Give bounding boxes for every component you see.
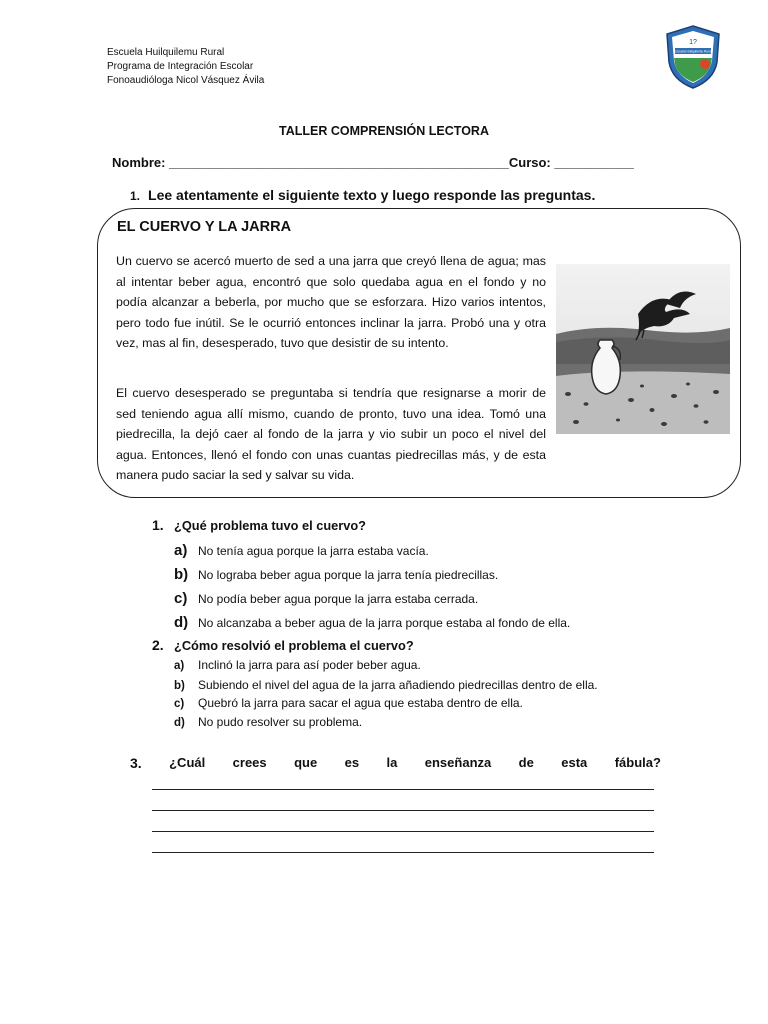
logo-text: Escuela Huilquilemu Rural: [674, 49, 712, 54]
option-2c: [174, 696, 523, 710]
question-word: ¿Cuál: [169, 755, 206, 770]
name-course-line: Nombre: _______________________________________________Curso: ___________: [112, 155, 634, 170]
option-letter: b): [174, 566, 189, 583]
option-text: No pudo resolver su problema.: [198, 715, 363, 729]
story-title: EL CUERVO Y LA JARRA: [117, 219, 292, 235]
worksheet-title: TALLER COMPRENSIÓN LECTORA: [279, 124, 489, 138]
question-word: la: [386, 755, 398, 770]
story-paragraph-2: El cuervo desesperado se preguntaba si tendría que resignarse a morir de sed teniendo agua allí mismo, cuando de pronto, tuvo una idea. Tomó una piedrecilla, la dejó caer al fondo de la jarra y vio subir un poco el nivel del agua. Entonces, llenó el fondo con unas cuantas piedrecillas más, y de esta manera pudo saciar la sed y salvar su vida.: [116, 386, 546, 482]
question-number: 2.: [152, 637, 164, 653]
option-text: Subiendo el nivel del agua de la jarra añadiendo piedrecillas dentro de ella.: [198, 678, 598, 692]
answer-line[interactable]: [152, 852, 654, 853]
answer-line[interactable]: [152, 831, 654, 832]
question-2: [152, 637, 414, 655]
option-text: No lograba beber agua porque la jarra tenía piedrecillas.: [198, 568, 499, 582]
story-paragraph-1: Un cuervo se acercó muerto de sed a una jarra que creyó llena de agua; mas al intentar beber agua, encontró que solo quedaba agua en el fondo y no podía alcanzar a beberla, por mucho que se esforzara. Hizo varios intentos, pero todo fue inútil. Se le ocurrió entonces inclinar la jarra. Probó una y otra vez, mas al fin, desesperado, tuvo que desistir de su intento.: [116, 254, 546, 350]
question-text: ¿Cómo resolvió el problema el cuervo?: [174, 638, 414, 653]
header-info: [107, 46, 264, 88]
question-1: [152, 517, 366, 535]
program-name: Programa de Integración Escolar: [107, 61, 254, 72]
option-text: No tenía agua porque la jarra estaba vacía.: [198, 544, 429, 558]
instruction-number: 1.: [130, 189, 141, 203]
option-letter: c): [174, 590, 188, 607]
option-text: Inclinó la jarra para así poder beber agua.: [198, 658, 421, 672]
option-letter: a): [174, 660, 185, 672]
option-text: No podía beber agua porque la jarra estaba cerrada.: [198, 592, 479, 606]
instruction: [130, 187, 595, 203]
option-text: Quebró la jarra para sacar el agua que estaba dentro de ella.: [198, 696, 523, 710]
option-letter: a): [174, 542, 188, 559]
instruction-text: Lee atentamente el siguiente texto y luego responde las preguntas.: [148, 187, 596, 203]
option-2a: [174, 658, 421, 672]
question-word: de: [518, 755, 534, 770]
question-number: 3.: [130, 755, 142, 771]
school-shield-logo: [664, 24, 722, 90]
question-3: [130, 755, 661, 771]
answer-line[interactable]: [152, 789, 654, 790]
answer-line[interactable]: [152, 810, 654, 811]
question-word: crees: [232, 755, 267, 770]
question-word: esta: [561, 755, 588, 770]
question-word: fábula?: [614, 755, 661, 770]
crow-and-jug-illustration: [556, 264, 730, 434]
option-1d: [174, 614, 570, 631]
author-name: Fonoaudióloga Nicol Vásquez Ávila: [107, 75, 265, 86]
option-text: No alcanzaba a beber agua de la jarra porque estaba al fondo de ella.: [198, 616, 571, 630]
question-word: que: [294, 755, 318, 770]
option-2d: [174, 715, 362, 729]
option-1c: [174, 590, 478, 607]
option-2b: [174, 678, 598, 692]
option-1b: [174, 566, 498, 583]
option-letter: d): [174, 717, 185, 729]
question-word: es: [344, 755, 360, 770]
question-number: 1.: [152, 517, 164, 533]
school-name: Escuela Huilquilemu Rural: [107, 47, 225, 58]
option-letter: c): [174, 698, 185, 710]
question-text: ¿Qué problema tuvo el cuervo?: [174, 518, 366, 533]
option-1a: [174, 542, 429, 559]
question-word: enseñanza: [424, 755, 492, 770]
option-letter: b): [174, 680, 185, 692]
logo-number: 1?: [689, 39, 697, 46]
option-letter: d): [174, 614, 189, 631]
